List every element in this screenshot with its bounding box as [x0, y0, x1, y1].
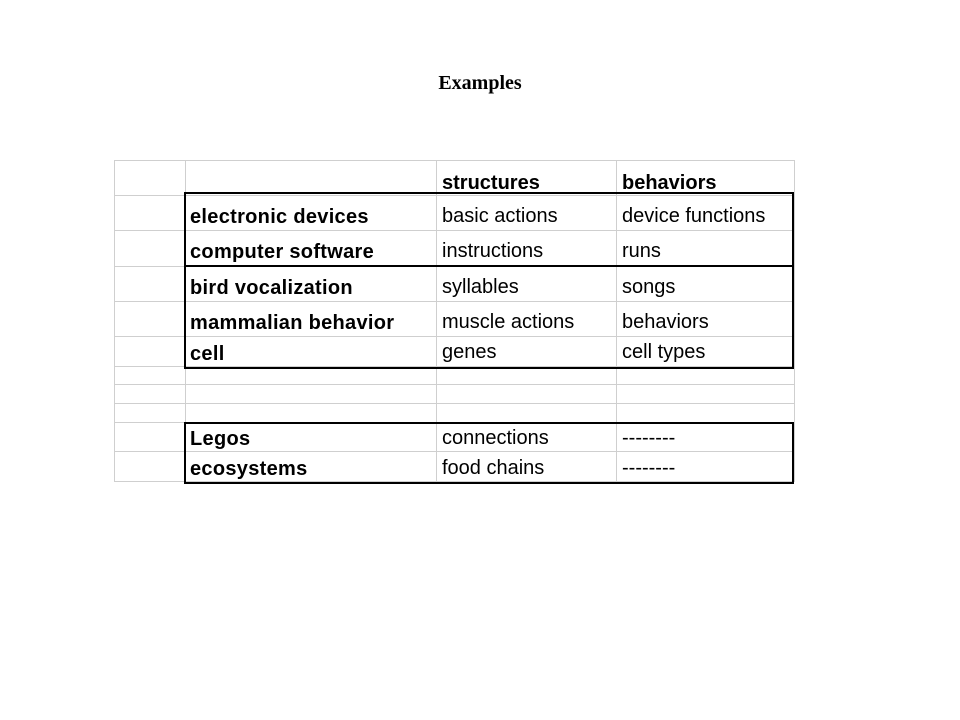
grid-line [114, 403, 795, 404]
row-label: electronic devices [190, 206, 369, 228]
row-label: cell [190, 343, 225, 365]
row-label: mammalian behavior [190, 312, 395, 334]
row-structures: muscle actions [442, 311, 575, 333]
header-structures: structures [442, 172, 540, 194]
grid-line [114, 384, 795, 385]
grid-line [114, 160, 115, 482]
row-structures: connections [442, 427, 549, 449]
row-structures: basic actions [442, 205, 558, 227]
grid-line [114, 160, 795, 161]
page-title: Examples [438, 72, 522, 94]
row-label: Legos [190, 428, 251, 450]
row-structures: instructions [442, 240, 544, 262]
row-structures: syllables [442, 276, 519, 298]
row-behaviors: -------- [622, 427, 676, 449]
row-label: ecosystems [190, 458, 308, 480]
header-behaviors: behaviors [622, 172, 717, 194]
row-behaviors: cell types [622, 341, 706, 363]
row-label: bird vocalization [190, 277, 353, 299]
row-structures: food chains [442, 457, 545, 479]
row-label: computer software [190, 241, 375, 263]
group-1-separator [184, 265, 794, 267]
row-behaviors: songs [622, 276, 676, 298]
row-behaviors: runs [622, 240, 661, 262]
row-behaviors: device functions [622, 205, 766, 227]
row-behaviors: -------- [622, 457, 676, 479]
row-structures: genes [442, 341, 497, 363]
row-behaviors: behaviors [622, 311, 709, 333]
spreadsheet-grid [114, 160, 795, 482]
grid-line [794, 160, 795, 482]
